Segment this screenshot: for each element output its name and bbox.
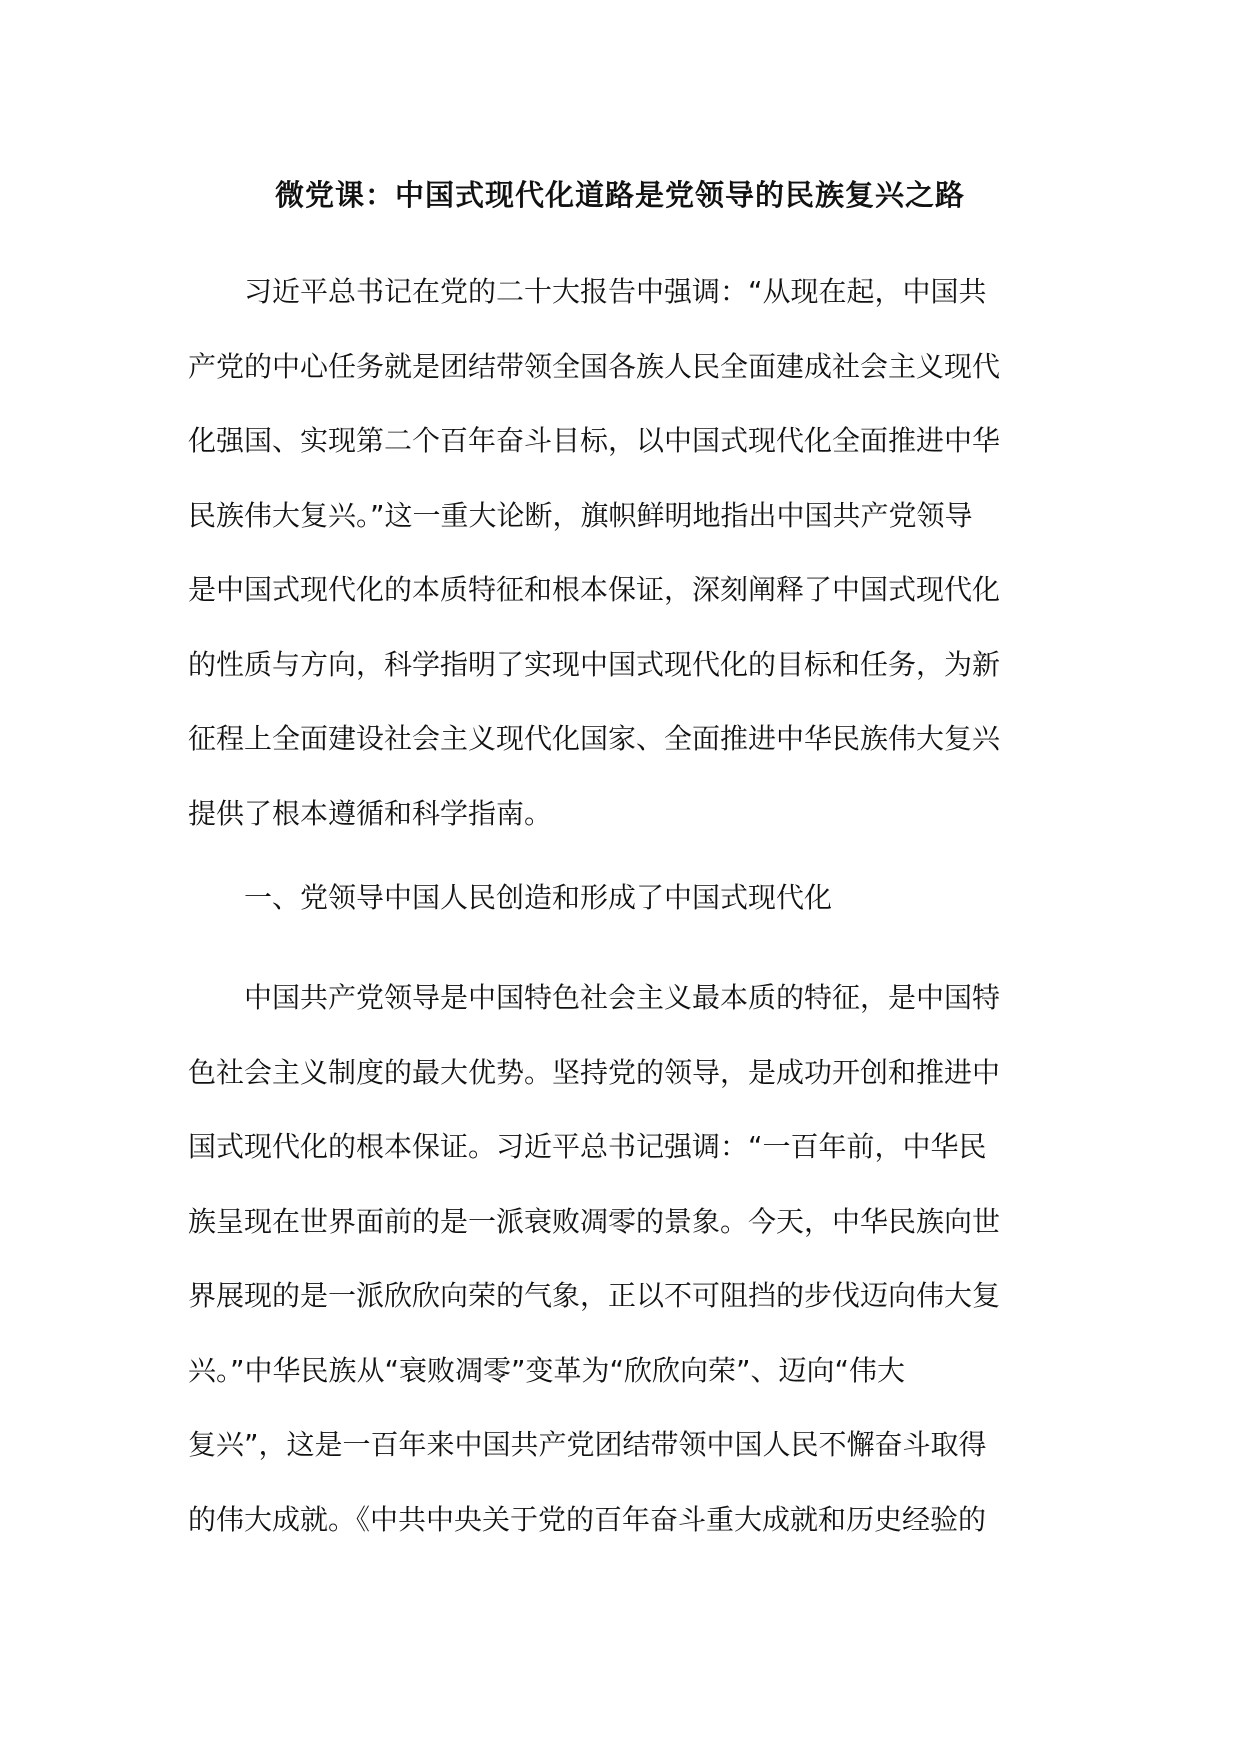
paragraph-line: 的伟大成就。《中共中央关于党的百年奋斗重大成就和历史经验的 (188, 1502, 987, 1536)
section-heading-text: 一、党领导中国人民创造和形成了中国式现代化 (244, 881, 833, 914)
paragraph-line: 民族伟大复兴。”这一重大论断，旗帜鲜明地指出中国共产党领导 (188, 498, 973, 532)
paragraph-line: 复兴”，这是一百年来中国共产党团结带领中国人民不懈奋斗取得 (188, 1428, 987, 1461)
paragraph-line: 产党的中心任务就是团结带领全国各族人民全面建成社会主义现代 (188, 349, 1001, 383)
document-title: 微党课：中国式现代化道路是党领导的民族复兴之路 (274, 178, 965, 212)
paragraph-line: 兴。”中华民族从“衰败凋零”变革为“欣欣向荣”、迈向“伟大 (188, 1353, 906, 1387)
paragraph-2 (188, 961, 1052, 1557)
paragraph-line: 国式现代化的根本保证。习近平总书记强调：“一百年前，中华民 (188, 1130, 987, 1163)
paragraph-line: 是中国式现代化的本质特征和根本保证，深刻阐释了中国式现代化 (188, 573, 1001, 606)
paragraph-line: 中国共产党领导是中国特色社会主义最本质的特征，是中国特 (244, 981, 1001, 1014)
paragraph-line: 化强国、实现第二个百年奋斗目标，以中国式现代化全面推进中华 (188, 424, 1001, 457)
paragraph-line: 的性质与方向，科学指明了实现中国式现代化的目标和任务，为新 (188, 647, 1001, 681)
paragraph-line: 族呈现在世界面前的是一派衰败凋零的景象。今天，中华民族向世 (188, 1204, 1001, 1238)
paragraph-line: 征程上全面建设社会主义现代化国家、全面推进中华民族伟大复兴 (188, 722, 1001, 755)
paragraph-line: 色社会主义制度的最大优势。坚持党的领导，是成功开创和推进中 (188, 1055, 1001, 1089)
paragraph-line: 提供了根本遵循和科学指南。 (188, 796, 553, 830)
paragraph-1 (188, 255, 1052, 851)
section-heading (188, 861, 1052, 936)
paragraph-line: 界展现的是一派欣欣向荣的气象，正以不可阻挡的步伐迈向伟大复 (188, 1279, 1001, 1312)
paragraph-line: 习近平总书记在党的二十大报告中强调：“从现在起，中国共 (244, 275, 987, 308)
